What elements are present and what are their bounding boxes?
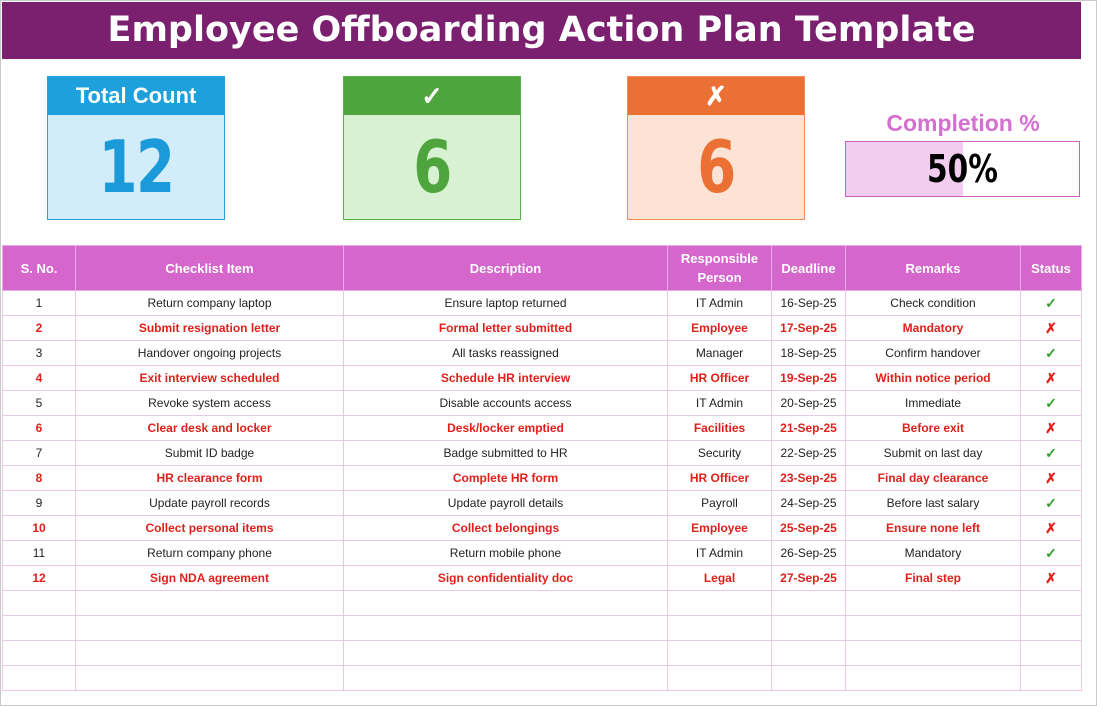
table-row xyxy=(3,491,1082,516)
cell-status[interactable]: ✓ xyxy=(1021,441,1082,466)
cell-description[interactable]: Sign confidentiality doc xyxy=(344,566,668,591)
cell-responsible-person[interactable]: Manager xyxy=(668,341,772,366)
cell-checklist-item[interactable]: Collect personal items xyxy=(76,516,344,541)
cell-remarks[interactable]: Mandatory xyxy=(846,541,1021,566)
cell-deadline[interactable]: 19-Sep-25 xyxy=(772,366,846,391)
cell-checklist-item[interactable]: Sign NDA agreement xyxy=(76,566,344,591)
header-responsible-person[interactable]: Responsible Person xyxy=(668,246,772,291)
cell-checklist-item[interactable]: Submit ID badge xyxy=(76,441,344,466)
completion-progress-bar xyxy=(845,141,1080,197)
empty-cell[interactable] xyxy=(76,591,344,616)
cell-remarks[interactable]: Submit on last day xyxy=(846,441,1021,466)
header-status[interactable]: Status xyxy=(1021,246,1082,291)
check-icon: ✓ xyxy=(344,77,520,115)
table-row xyxy=(3,541,1082,566)
completed-count-value: 6 xyxy=(413,125,451,209)
empty-cell[interactable] xyxy=(3,641,76,666)
empty-table-row xyxy=(3,591,1082,616)
empty-cell[interactable] xyxy=(76,616,344,641)
total-count-card xyxy=(47,76,225,220)
cell-remarks[interactable]: Before last salary xyxy=(846,491,1021,516)
empty-cell[interactable] xyxy=(668,591,772,616)
cell-responsible-person[interactable]: Payroll xyxy=(668,491,772,516)
empty-cell[interactable] xyxy=(1021,666,1082,691)
cell-s-no[interactable]: 5 xyxy=(3,391,76,416)
empty-cell[interactable] xyxy=(668,616,772,641)
cell-status[interactable]: ✓ xyxy=(1021,291,1082,316)
cell-status[interactable]: ✓ xyxy=(1021,541,1082,566)
cell-responsible-person[interactable]: Facilities xyxy=(668,416,772,441)
empty-cell[interactable] xyxy=(3,666,76,691)
empty-cell[interactable] xyxy=(344,641,668,666)
cell-remarks[interactable]: Check condition xyxy=(846,291,1021,316)
completion-value: 50% xyxy=(927,147,998,191)
cell-s-no[interactable]: 11 xyxy=(3,541,76,566)
cell-responsible-person[interactable]: HR Officer xyxy=(668,366,772,391)
header-description[interactable]: Description xyxy=(344,246,668,291)
empty-cell[interactable] xyxy=(3,591,76,616)
cell-remarks[interactable]: Mandatory xyxy=(846,316,1021,341)
cell-checklist-item[interactable]: Return company phone xyxy=(76,541,344,566)
empty-table-row xyxy=(3,641,1082,666)
cell-checklist-item[interactable]: Exit interview scheduled xyxy=(76,366,344,391)
cell-responsible-person[interactable]: HR Officer xyxy=(668,466,772,491)
completion-label: Completion % xyxy=(886,110,1040,136)
total-count-label: Total Count xyxy=(48,77,224,115)
header-s-no[interactable]: S. No. xyxy=(3,246,76,291)
cell-status[interactable]: ✗ xyxy=(1021,316,1082,341)
cell-description[interactable]: Collect belongings xyxy=(344,516,668,541)
empty-cell[interactable] xyxy=(344,591,668,616)
cell-deadline[interactable]: 21-Sep-25 xyxy=(772,416,846,441)
cell-responsible-person[interactable]: Security xyxy=(668,441,772,466)
table-row xyxy=(3,516,1082,541)
cell-remarks[interactable]: Final step xyxy=(846,566,1021,591)
empty-cell[interactable] xyxy=(1021,641,1082,666)
cell-description[interactable]: Desk/locker emptied xyxy=(344,416,668,441)
completed-count-card xyxy=(343,76,521,220)
cell-responsible-person[interactable]: Legal xyxy=(668,566,772,591)
cell-description[interactable]: Return mobile phone xyxy=(344,541,668,566)
cell-deadline[interactable]: 26-Sep-25 xyxy=(772,541,846,566)
empty-cell[interactable] xyxy=(772,616,846,641)
empty-cell[interactable] xyxy=(668,666,772,691)
cell-s-no[interactable]: 3 xyxy=(3,341,76,366)
cell-s-no[interactable]: 12 xyxy=(3,566,76,591)
cell-remarks[interactable]: Before exit xyxy=(846,416,1021,441)
cell-status[interactable]: ✗ xyxy=(1021,566,1082,591)
cell-description[interactable]: Ensure laptop returned xyxy=(344,291,668,316)
empty-cell[interactable] xyxy=(772,641,846,666)
cell-status[interactable]: ✗ xyxy=(1021,466,1082,491)
table-row xyxy=(3,416,1082,441)
table-header-row xyxy=(3,246,1082,291)
cell-s-no[interactable]: 10 xyxy=(3,516,76,541)
pending-count-value: 6 xyxy=(697,125,735,209)
cell-responsible-person[interactable]: Employee xyxy=(668,516,772,541)
cell-checklist-item[interactable]: Revoke system access xyxy=(76,391,344,416)
total-count-value: 12 xyxy=(98,125,174,209)
cell-status[interactable]: ✗ xyxy=(1021,516,1082,541)
cell-description[interactable]: Schedule HR interview xyxy=(344,366,668,391)
cell-deadline[interactable]: 23-Sep-25 xyxy=(772,466,846,491)
empty-cell[interactable] xyxy=(846,616,1021,641)
cell-deadline[interactable]: 25-Sep-25 xyxy=(772,516,846,541)
cell-checklist-item[interactable]: Return company laptop xyxy=(76,291,344,316)
cell-remarks[interactable]: Final day clearance xyxy=(846,466,1021,491)
cell-s-no[interactable]: 4 xyxy=(3,366,76,391)
pending-count-card xyxy=(627,76,805,220)
cross-icon: ✗ xyxy=(628,77,804,115)
cell-responsible-person[interactable]: Employee xyxy=(668,316,772,341)
cell-remarks[interactable]: Within notice period xyxy=(846,366,1021,391)
header-deadline[interactable]: Deadline xyxy=(772,246,846,291)
cell-status[interactable]: ✗ xyxy=(1021,416,1082,441)
empty-cell[interactable] xyxy=(76,641,344,666)
cell-deadline[interactable]: 27-Sep-25 xyxy=(772,566,846,591)
cell-checklist-item[interactable]: Update payroll records xyxy=(76,491,344,516)
cell-deadline[interactable]: 18-Sep-25 xyxy=(772,341,846,366)
table-row xyxy=(3,391,1082,416)
table-row xyxy=(3,466,1082,491)
table-row xyxy=(3,441,1082,466)
cell-s-no[interactable]: 6 xyxy=(3,416,76,441)
cell-responsible-person[interactable]: IT Admin xyxy=(668,391,772,416)
cell-s-no[interactable]: 1 xyxy=(3,291,76,316)
empty-cell[interactable] xyxy=(344,666,668,691)
empty-cell[interactable] xyxy=(668,641,772,666)
cell-description[interactable]: Complete HR form xyxy=(344,466,668,491)
cell-deadline[interactable]: 17-Sep-25 xyxy=(772,316,846,341)
cell-description[interactable]: Disable accounts access xyxy=(344,391,668,416)
table-row xyxy=(3,366,1082,391)
table-row xyxy=(3,316,1082,341)
cell-status[interactable]: ✓ xyxy=(1021,491,1082,516)
cell-status[interactable]: ✓ xyxy=(1021,341,1082,366)
cell-description[interactable]: Formal letter submitted xyxy=(344,316,668,341)
empty-cell[interactable] xyxy=(846,591,1021,616)
empty-table-row xyxy=(3,666,1082,691)
cell-responsible-person[interactable]: IT Admin xyxy=(668,291,772,316)
checklist-table xyxy=(2,245,1082,691)
cell-status[interactable]: ✓ xyxy=(1021,391,1082,416)
empty-cell[interactable] xyxy=(1021,616,1082,641)
table-row xyxy=(3,566,1082,591)
empty-cell[interactable] xyxy=(1021,591,1082,616)
cell-s-no[interactable]: 2 xyxy=(3,316,76,341)
cell-description[interactable]: All tasks reassigned xyxy=(344,341,668,366)
cell-deadline[interactable]: 20-Sep-25 xyxy=(772,391,846,416)
cell-checklist-item[interactable]: Submit resignation letter xyxy=(76,316,344,341)
header-remarks[interactable]: Remarks xyxy=(846,246,1021,291)
cell-deadline[interactable]: 24-Sep-25 xyxy=(772,491,846,516)
empty-cell[interactable] xyxy=(76,666,344,691)
cell-remarks[interactable]: Immediate xyxy=(846,391,1021,416)
cell-deadline[interactable]: 16-Sep-25 xyxy=(772,291,846,316)
cell-status[interactable]: ✗ xyxy=(1021,366,1082,391)
page-title: Employee Offboarding Action Plan Template xyxy=(2,2,1081,59)
empty-cell[interactable] xyxy=(846,641,1021,666)
cell-deadline[interactable]: 22-Sep-25 xyxy=(772,441,846,466)
empty-cell[interactable] xyxy=(772,666,846,691)
cell-s-no[interactable]: 9 xyxy=(3,491,76,516)
cell-responsible-person[interactable]: IT Admin xyxy=(668,541,772,566)
cell-checklist-item[interactable]: Handover ongoing projects xyxy=(76,341,344,366)
table-row xyxy=(3,341,1082,366)
cell-remarks[interactable]: Ensure none left xyxy=(846,516,1021,541)
table-row xyxy=(3,291,1082,316)
cell-s-no[interactable]: 7 xyxy=(3,441,76,466)
cell-description[interactable]: Update payroll details xyxy=(344,491,668,516)
empty-cell[interactable] xyxy=(772,591,846,616)
cell-remarks[interactable]: Confirm handover xyxy=(846,341,1021,366)
empty-cell[interactable] xyxy=(344,616,668,641)
empty-cell[interactable] xyxy=(3,616,76,641)
cell-checklist-item[interactable]: Clear desk and locker xyxy=(76,416,344,441)
empty-cell[interactable] xyxy=(846,666,1021,691)
header-checklist-item[interactable]: Checklist Item xyxy=(76,246,344,291)
empty-table-row xyxy=(3,616,1082,641)
cell-s-no[interactable]: 8 xyxy=(3,466,76,491)
cell-description[interactable]: Badge submitted to HR xyxy=(344,441,668,466)
cell-checklist-item[interactable]: HR clearance form xyxy=(76,466,344,491)
